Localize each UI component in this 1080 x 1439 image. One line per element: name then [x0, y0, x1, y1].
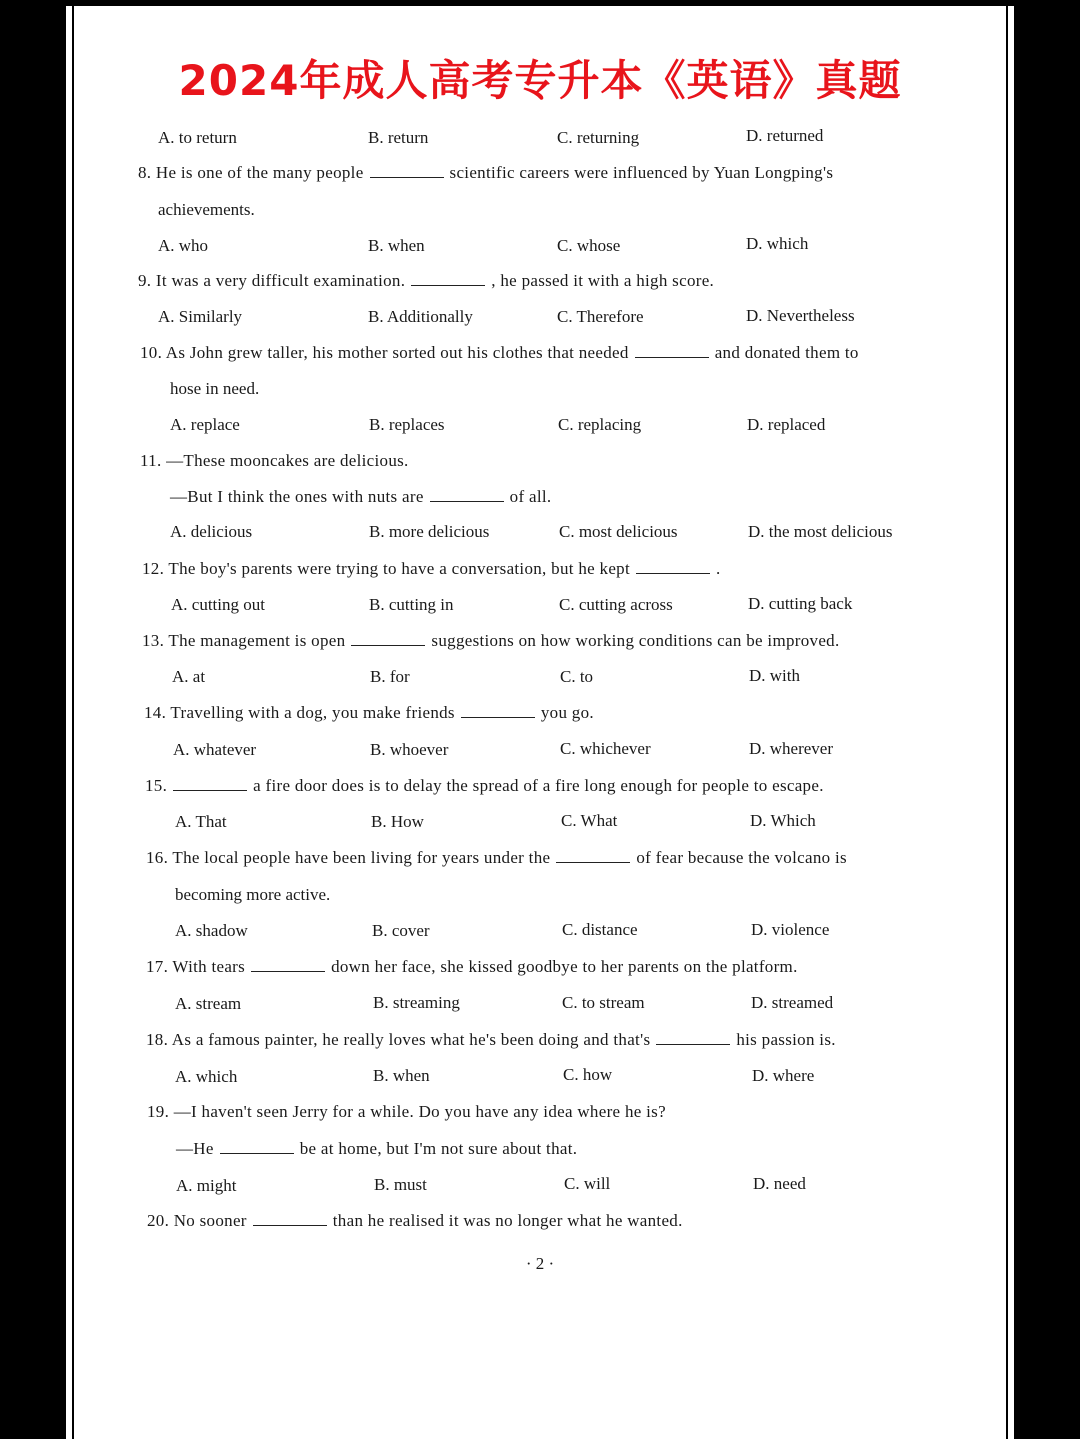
question-number: 16.: [146, 848, 169, 867]
q13-option-a: A. at: [172, 667, 206, 686]
q11-option-a: A. delicious: [170, 522, 253, 541]
q11-option-c: C. most delicious: [559, 522, 678, 541]
answer-blank: [656, 1043, 730, 1045]
q15-option-b: B. How: [371, 812, 424, 831]
q12-option-b: B. cutting in: [369, 595, 454, 614]
q15-option-c: C. What: [561, 811, 618, 830]
q17-option-c: C. to stream: [562, 993, 645, 1012]
question-10: 10. As John grew taller, his mother sorted out his clothes that needed and donated them to: [140, 343, 859, 362]
question-number: 8.: [138, 163, 152, 182]
answer-blank: [430, 500, 504, 502]
question-9: 9. It was a very difficult examination. , he passed it with a high score.: [138, 271, 715, 290]
q7-option-b: B. return: [368, 128, 429, 147]
question-number: 20.: [147, 1211, 170, 1230]
q8-option-d: D. which: [746, 234, 809, 253]
q9-option-c: C. Therefore: [557, 307, 644, 326]
answer-blank: [220, 1152, 294, 1154]
q14-option-a: A. whatever: [173, 740, 257, 759]
question-11-reply: —But I think the ones with nuts are of all.: [170, 487, 552, 506]
q10-option-d: D. replaced: [747, 415, 826, 434]
question-11: 11. —These mooncakes are delicious.: [140, 451, 409, 470]
q12-option-a: A. cutting out: [171, 595, 265, 614]
question-19: 19. —I haven't seen Jerry for a while. Do you have any idea where he is?: [147, 1102, 666, 1121]
question-number: 19.: [147, 1102, 170, 1121]
q16-option-b: B. cover: [372, 921, 430, 940]
answer-blank: [253, 1224, 327, 1226]
q18-option-a: A. which: [175, 1067, 238, 1086]
q18-option-c: C. how: [563, 1065, 613, 1084]
question-number: 13.: [142, 631, 165, 650]
question-number: 11.: [140, 451, 162, 470]
answer-blank: [636, 572, 710, 574]
q16-option-c: C. distance: [562, 920, 638, 939]
q14-option-c: C. whichever: [560, 739, 651, 758]
question-16: 16. The local people have been living for years under the of fear because the volcano is: [146, 848, 847, 867]
question-number: 18.: [146, 1030, 169, 1049]
q10-option-c: C. replacing: [558, 415, 642, 434]
q15-option-a: A. That: [175, 812, 227, 831]
question-number: 9.: [138, 271, 152, 290]
question-number: 17.: [146, 957, 169, 976]
q14-option-d: D. wherever: [749, 739, 834, 758]
question-18: 18. As a famous painter, he really loves what he's been doing and that's his passion is.: [146, 1030, 836, 1049]
answer-blank: [351, 644, 425, 646]
question-number: 15.: [145, 776, 168, 795]
q13-option-b: B. for: [370, 667, 410, 686]
answer-blank: [411, 284, 485, 286]
q11-option-d: D. the most delicious: [748, 522, 893, 541]
q17-option-d: D. streamed: [751, 993, 834, 1012]
q18-option-d: D. where: [752, 1066, 815, 1085]
q7-option-a: A. to return: [158, 128, 237, 147]
question-19-reply: —He be at home, but I'm not sure about that.: [176, 1139, 578, 1158]
question-20: 20. No sooner than he realised it was no longer what he wanted.: [147, 1211, 683, 1230]
question-12: 12. The boy's parents were trying to have a conversation, but he kept .: [142, 559, 721, 578]
q9-option-a: A. Similarly: [158, 307, 243, 326]
answer-blank: [461, 716, 535, 718]
answer-blank: [173, 789, 247, 791]
q10-option-a: A. replace: [170, 415, 240, 434]
q12-option-d: D. cutting back: [748, 594, 853, 613]
q11-option-b: B. more delicious: [369, 522, 490, 541]
question-8-continuation: achievements.: [158, 200, 255, 219]
q18-option-b: B. when: [373, 1066, 430, 1085]
question-17: 17. With tears down her face, she kissed goodbye to her parents on the platform.: [146, 957, 798, 976]
q19-option-a: A. might: [176, 1176, 237, 1195]
q17-option-a: A. stream: [175, 994, 242, 1013]
q19-option-c: C. will: [564, 1174, 611, 1193]
q10-option-b: B. replaces: [369, 415, 445, 434]
q8-option-c: C. whose: [557, 236, 621, 255]
q9-option-d: D. Nevertheless: [746, 306, 855, 325]
q9-option-b: B. Additionally: [368, 307, 473, 326]
question-number: 10.: [140, 343, 163, 362]
question-number: 12.: [142, 559, 165, 578]
question-16-continuation: becoming more active.: [175, 885, 331, 904]
q14-option-b: B. whoever: [370, 740, 449, 759]
question-15: 15. a fire door does is to delay the spread of a fire long enough for people to escape.: [145, 776, 824, 795]
q17-option-b: B. streaming: [373, 993, 460, 1012]
q13-option-c: C. to: [560, 667, 594, 686]
q16-option-a: A. shadow: [175, 921, 248, 940]
answer-blank: [251, 970, 325, 972]
q15-option-d: D. Which: [750, 811, 816, 830]
answer-blank: [370, 176, 444, 178]
q19-option-b: B. must: [374, 1175, 427, 1194]
q7-option-c: C. returning: [557, 128, 640, 147]
page-title: 2024年成人高考专升本《英语》真题: [178, 56, 902, 105]
q7-option-d: D. returned: [746, 126, 824, 145]
question-13: 13. The management is open suggestions on how working conditions can be improved.: [142, 631, 840, 650]
question-10-continuation: hose in need.: [170, 379, 260, 398]
answer-blank: [556, 861, 630, 863]
question-8: 8. He is one of the many people scientific careers were influenced by Yuan Longping's: [138, 163, 834, 182]
page-number: · 2 ·: [525, 1254, 555, 1273]
q19-option-d: D. need: [753, 1174, 806, 1193]
q12-option-c: C. cutting across: [559, 595, 673, 614]
q8-option-b: B. when: [368, 236, 425, 255]
q8-option-a: A. who: [158, 236, 209, 255]
q13-option-d: D. with: [749, 666, 800, 685]
answer-blank: [635, 356, 709, 358]
question-14: 14. Travelling with a dog, you make friends you go.: [144, 703, 594, 722]
question-number: 14.: [144, 703, 167, 722]
q16-option-d: D. violence: [751, 920, 830, 939]
